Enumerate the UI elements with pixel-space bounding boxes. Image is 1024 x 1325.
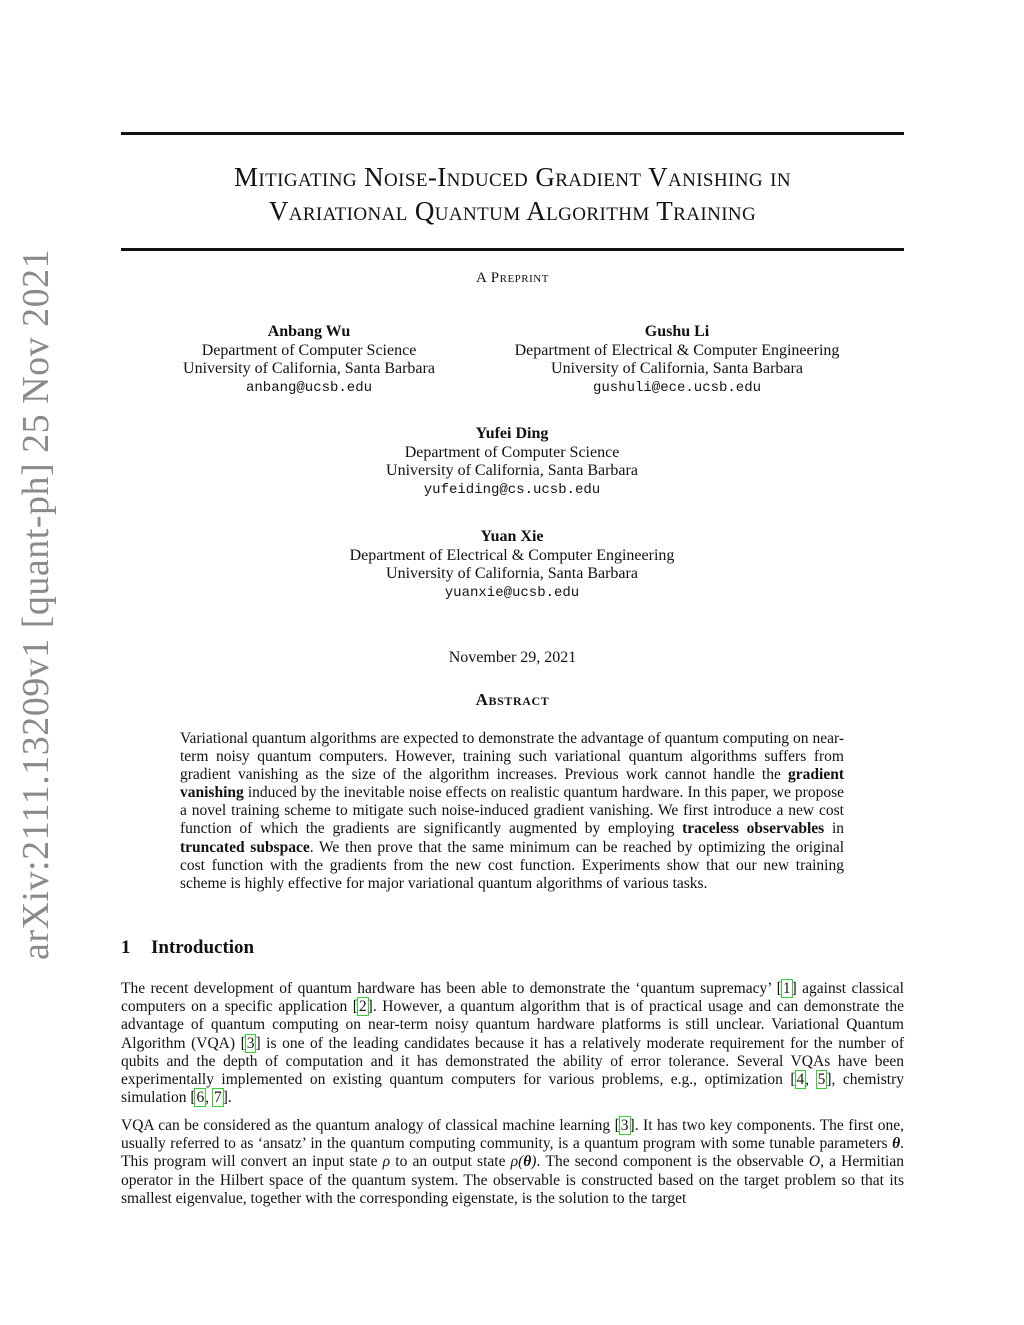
author-email[interactable]: yufeiding@cs.ucsb.edu xyxy=(423,481,601,498)
author-department: Department of Computer Science xyxy=(404,443,620,461)
text-segment: , a Hermitian operator in the Hilbert space of the quantum system. The observable is constructed based on the target problem so that its smallest eigenvalue, together with the corresponding eigenstate, is the solution to the target xyxy=(121,1153,904,1207)
author-name: Anbang Wu xyxy=(267,323,351,340)
abstract-segment: induced by the inevitable noise effects on realistic quantum hardware. In this paper, we propose a novel training scheme to mitigate such noise-induced gradient vanishing. We first introduce a new cost function of which the gradients are significantly augmented by employing xyxy=(180,784,844,838)
text-segment: . The second component is the observable xyxy=(536,1153,809,1171)
citation-link[interactable]: 2 xyxy=(358,998,367,1016)
text-segment: VQA can be considered as the quantum analogy of classical machine learning [ xyxy=(121,1117,620,1134)
citation-link[interactable]: 7 xyxy=(213,1089,222,1107)
author-block xyxy=(312,425,712,499)
text-segment: ] against classical computers on a specific application [ xyxy=(121,980,904,1016)
title-rule-bottom xyxy=(121,248,904,251)
abstract-emphasis: gradient vanishing xyxy=(180,766,844,802)
author-name: Gushu Li xyxy=(644,323,710,340)
title-rule-top xyxy=(121,132,904,135)
author-university: University of California, Santa Barbara xyxy=(551,360,803,377)
abstract-segment: Variational quantum algorithms are expected to demonstrate the advantage of quantum computing on near-term noisy quantum computers. However, training such variational quantum algorithms suffers from gradient vanishing as the size of the algorithm increases. Previous work cannot handle the xyxy=(180,730,844,784)
abstract-segment: . We then prove that the same minimum can be reached by optimizing the original cost function with the gradients from the new cost function. Experiments show that our new training scheme is highly effective for major variational quantum algorithms of various tasks. xyxy=(180,838,844,892)
author-name: Yuan Xie xyxy=(480,528,544,545)
abstract-text xyxy=(180,730,844,893)
math-theta: θ xyxy=(523,1153,532,1171)
citation-link[interactable]: 5 xyxy=(817,1071,826,1089)
author-department: Department of Computer Science xyxy=(201,341,417,359)
intro-paragraph-1 xyxy=(121,980,904,1107)
author-block xyxy=(150,323,468,397)
text-segment: to an output state xyxy=(390,1153,511,1171)
arxiv-side-stamp: arXiv:2111.13209v1 [quant-ph] 25 Nov 2021 xyxy=(15,248,57,960)
title-line-1: Mitigating Noise-Induced Gradient Vanishing in xyxy=(233,162,791,192)
author-block xyxy=(312,528,712,602)
author-block xyxy=(496,323,858,397)
abstract-heading: Abstract xyxy=(475,690,550,709)
math-rho-open: ρ( xyxy=(510,1153,524,1171)
author-university: University of California, Santa Barbara xyxy=(183,360,435,377)
text-segment: The recent development of quantum hardware has been able to demonstrate the ‘quantum supremacy’ [ xyxy=(121,980,782,997)
author-email[interactable]: yuanxie@ucsb.edu xyxy=(444,584,580,601)
author-email[interactable]: gushuli@ece.ucsb.edu xyxy=(592,379,762,396)
text-segment: ], chemistry simulation [ xyxy=(121,1071,904,1107)
section-number: 1 xyxy=(121,937,131,958)
citation-link[interactable]: 1 xyxy=(782,980,791,997)
text-segment: , xyxy=(205,1089,213,1107)
text-segment: ] is one of the leading candidates because it has a relatively moderate requirement for the number of qubits and the depth of computation and it has demonstrated the ability of error tolerance. Several VQAs have been experimentally implemented on existing quantum computers for various problems, e.g., optimization [ xyxy=(121,1034,904,1089)
preprint-label: A Preprint xyxy=(476,270,549,286)
author-email[interactable]: anbang@ucsb.edu xyxy=(245,379,373,396)
text-segment: ]. xyxy=(222,1089,232,1107)
math-observable: O xyxy=(808,1153,821,1171)
math-theta: θ xyxy=(892,1135,901,1153)
author-name: Yufei Ding xyxy=(475,425,549,442)
paper-title xyxy=(121,160,904,228)
author-department: Department of Electrical & Computer Engineering xyxy=(349,546,675,564)
section-heading xyxy=(121,937,254,959)
intro-paragraph-2 xyxy=(121,1117,904,1208)
section-title: Introduction xyxy=(151,937,255,958)
abstract-emphasis: traceless observables xyxy=(682,820,825,838)
text-segment: , xyxy=(805,1071,817,1089)
text-segment: . This program will convert an input state xyxy=(121,1135,904,1171)
math-rho: ρ xyxy=(382,1153,391,1171)
author-university: University of California, Santa Barbara xyxy=(386,565,638,582)
paper-date: November 29, 2021 xyxy=(448,649,577,666)
citation-link[interactable]: 3 xyxy=(620,1117,629,1134)
text-segment: ]. However, a quantum algorithm that is of practical usage and can demonstrate the advantage of quantum computing on near-term noisy quantum hardware platforms is still unclear. Variational Quantum Algorithm (VQA) [ xyxy=(121,998,905,1052)
math-close-paren: ) xyxy=(531,1153,537,1171)
citation-link[interactable]: 3 xyxy=(246,1034,255,1052)
author-department: Department of Electrical & Computer Engineering xyxy=(514,341,840,359)
citation-link[interactable]: 6 xyxy=(196,1089,205,1107)
title-line-2: Variational Quantum Algorithm Training xyxy=(268,196,757,226)
citation-link[interactable]: 4 xyxy=(796,1071,805,1089)
abstract-emphasis: truncated subspace xyxy=(180,838,310,856)
author-university: University of California, Santa Barbara xyxy=(386,462,638,479)
text-segment: ]. It has two key components. The first one, usually referred to as ‘ansatz’ in the quantum computing community, is a quantum program with some tunable parameters xyxy=(121,1117,904,1153)
abstract-segment: in xyxy=(824,820,844,838)
